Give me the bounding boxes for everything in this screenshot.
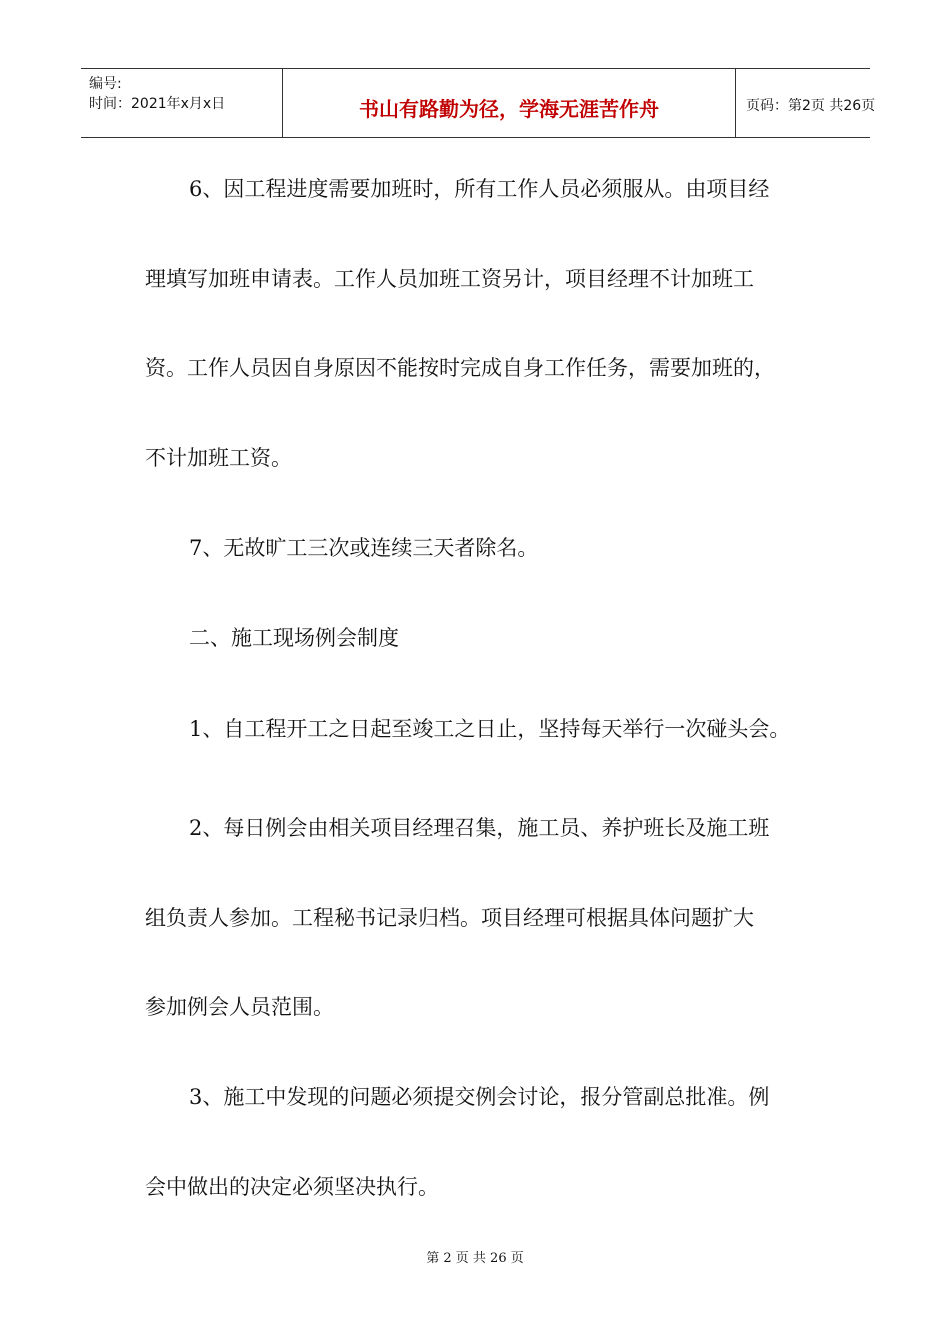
body-line: 理填写加班申请表。工作人员加班工资另计，项目经理不计加班工 [145, 267, 754, 291]
header-page-info: 页码：第2页 共26页 [746, 98, 876, 114]
header-motto-cell [282, 69, 736, 137]
header-table [81, 68, 876, 138]
body-line: 3、施工中发现的问题必须提交例会讨论，报分管副总批准。例 [189, 1085, 770, 1109]
header-page-cell [736, 69, 876, 137]
body-line: 2、每日例会由相关项目经理召集，施工员、养护班长及施工班 [189, 816, 770, 840]
page-footer: 第 2 页 共 26 页 [426, 1251, 524, 1266]
body-line: 不计加班工资。 [145, 446, 292, 470]
body-line: 1、自工程开工之日起至竣工之日止，坚持每天举行一次碰头会。 [189, 717, 791, 741]
body-line: 资。工作人员因自身原因不能按时完成自身工作任务，需要加班的， [145, 356, 775, 380]
body-line: 会中做出的决定必须坚决执行。 [145, 1175, 439, 1199]
body-line: 6、因工程进度需要加班时，所有工作人员必须服从。由项目经 [189, 177, 770, 201]
header-motto: 书山有路勤为径，学海无涯苦作舟 [359, 97, 659, 121]
document-number-label: 编号: [89, 76, 122, 92]
body-line: 7、无故旷工三次或连续三天者除名。 [189, 536, 539, 560]
header-meta-cell [81, 69, 281, 137]
body-line: 组负责人参加。工程秘书记录归档。项目经理可根据具体问题扩大 [145, 906, 754, 930]
document-date-label: 时间：2021年x月x日 [89, 96, 226, 112]
section-heading: 二、施工现场例会制度 [189, 626, 399, 650]
body-line: 参加例会人员范围。 [145, 995, 334, 1019]
